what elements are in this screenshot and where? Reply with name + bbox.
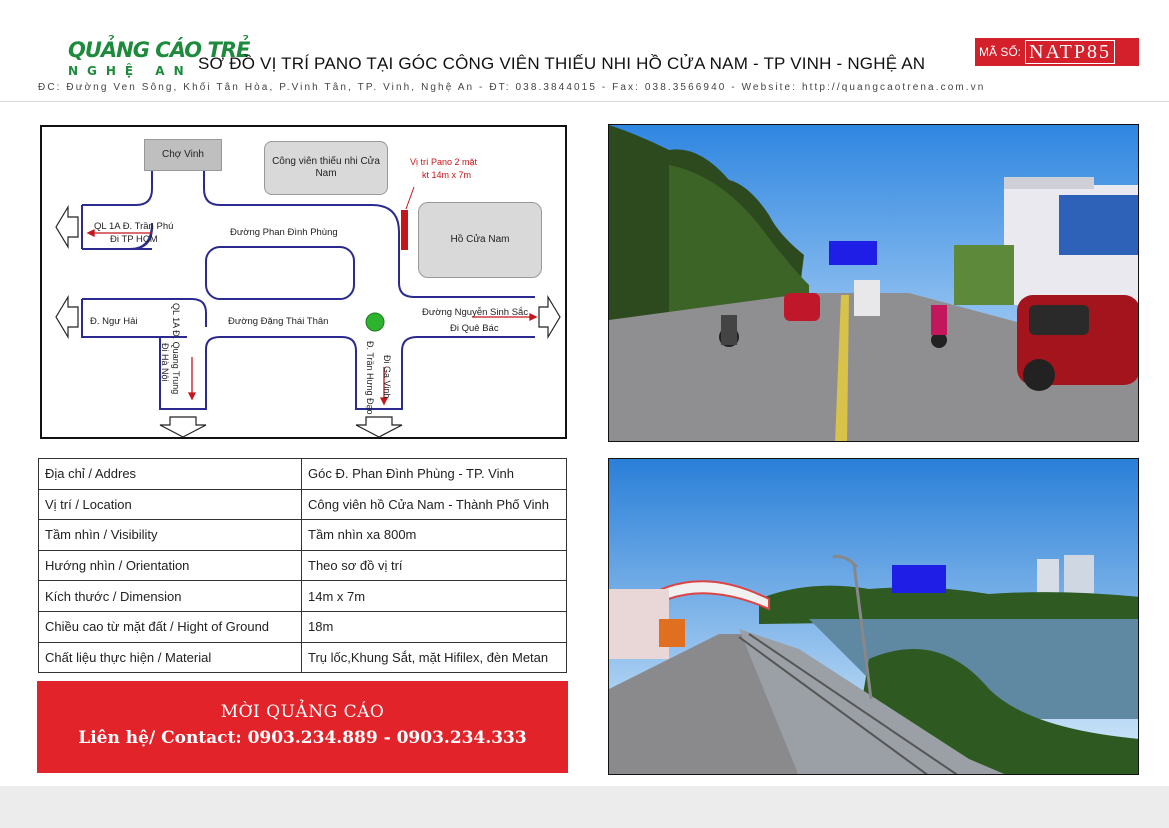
table-row bbox=[39, 642, 567, 673]
logo-top-text: QUẢNG CÁO TRẺ bbox=[68, 38, 250, 62]
label-tran-hung-dao-dir: Đi Ga Vinh bbox=[382, 355, 392, 399]
table-row bbox=[39, 611, 567, 642]
table-row bbox=[39, 581, 567, 612]
label-nguyen-sinh-sac: Đường Nguyễn Sinh Sắc bbox=[422, 307, 529, 318]
location-map bbox=[40, 125, 567, 439]
cta-contact: Liên hệ/ Contact: 0903.234.889 - 0903.234.333 bbox=[78, 728, 527, 748]
advertising-cta bbox=[37, 681, 568, 773]
page-title: SƠ ĐỒ VỊ TRÍ PANO TẠI GÓC CÔNG VIÊN THIẾU NHI HỒ CỬA NAM - TP VINH - NGHỆ AN bbox=[198, 54, 926, 73]
arrow-down-right bbox=[356, 417, 402, 437]
code-badge bbox=[975, 38, 1139, 66]
cho-vinh-building: Chợ Vinh bbox=[144, 139, 222, 171]
table-row bbox=[39, 489, 567, 520]
label-ql1a: QL 1A Đ. Trần Phú bbox=[94, 221, 174, 232]
row-value: 18m bbox=[302, 611, 567, 642]
divider bbox=[0, 101, 1169, 102]
row-label: Hướng nhìn / Orientation bbox=[39, 550, 302, 581]
park-building: Công viên thiếu nhi Cửa Nam bbox=[264, 141, 388, 195]
photo-road-illustration bbox=[609, 125, 1139, 442]
row-value: 14m x 7m bbox=[302, 581, 567, 612]
pano-label-2: kt 14m x 7m bbox=[422, 170, 472, 180]
label-phan-dinh-phung: Đường Phan Đình Phùng bbox=[230, 227, 338, 238]
photo-lake-illustration bbox=[609, 459, 1139, 775]
label-dang-thai-than: Đường Đặng Thái Thân bbox=[228, 316, 329, 327]
photo-road bbox=[608, 124, 1139, 442]
lake-building: Hồ Cửa Nam bbox=[418, 202, 542, 278]
row-label: Tầm nhìn / Visibility bbox=[39, 520, 302, 551]
label-quang-trung: QL 1A Đ. Quang Trung bbox=[171, 303, 181, 395]
table-row bbox=[39, 520, 567, 551]
photo-lake bbox=[608, 458, 1139, 775]
row-label: Chiều cao từ mặt đất / Hight of Ground bbox=[39, 611, 302, 642]
contact-line: ĐC: Đường Ven Sông, Khối Tân Hòa, P.Vinh Tân, TP. Vinh, Nghệ An - ĐT: 038.3844015 - Fax: 038.3566940 - Website: http://quangcaotrena.com.vn bbox=[38, 82, 986, 93]
code-value: NATP85 bbox=[1025, 40, 1115, 64]
logo-bottom-text: NGHỆ AN bbox=[68, 64, 193, 78]
label-quang-trung-dir: Đi Hà Nội bbox=[160, 343, 170, 382]
cta-title: MỜI QUẢNG CÁO bbox=[220, 702, 385, 722]
table-row bbox=[39, 550, 567, 581]
row-label: Chất liệu thực hiện / Material bbox=[39, 642, 302, 673]
row-label: Địa chỉ / Addres bbox=[39, 459, 302, 490]
info-table bbox=[38, 458, 567, 673]
table-row bbox=[39, 459, 567, 490]
pano-marker bbox=[401, 210, 408, 250]
arrow-right bbox=[539, 297, 560, 337]
green-location-marker bbox=[366, 313, 384, 331]
row-value: Trụ lốc,Khung Sắt, mặt Hifilex, đèn Metan bbox=[302, 642, 567, 673]
footer-bar bbox=[0, 786, 1169, 828]
row-value: Theo sơ đồ vị trí bbox=[302, 550, 567, 581]
pano-label-1: Vị trí Pano 2 mặt bbox=[410, 157, 478, 167]
code-label: MÃ SỐ: bbox=[979, 45, 1022, 59]
billboard-marker-bottom bbox=[892, 565, 946, 593]
billboard-marker-top bbox=[829, 241, 877, 265]
label-ngu-hai: Đ. Ngư Hải bbox=[90, 316, 138, 327]
row-label: Kích thước / Dimension bbox=[39, 581, 302, 612]
arrow-down-left bbox=[160, 417, 206, 437]
row-value: Tầm nhìn xa 800m bbox=[302, 520, 567, 551]
row-label: Vị trí / Location bbox=[39, 489, 302, 520]
row-value: Góc Đ. Phan Đình Phùng - TP. Vinh bbox=[302, 459, 567, 490]
label-nguyen-sinh-sac-dir: Đi Quê Bác bbox=[450, 323, 499, 334]
arrow-left-bottom bbox=[56, 297, 78, 337]
label-ql1a-dir: Đi TP HCM bbox=[110, 234, 158, 245]
row-value: Công viên hồ Cửa Nam - Thành Phố Vinh bbox=[302, 489, 567, 520]
arrow-left-top bbox=[56, 207, 78, 247]
label-tran-hung-dao: Đ. Trần Hưng Đạo bbox=[365, 341, 375, 415]
